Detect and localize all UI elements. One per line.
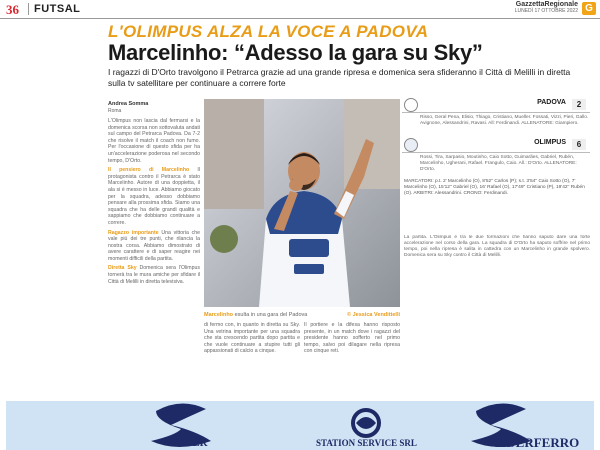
article-column-1 [108, 118, 200, 396]
subheading: Diretta Sky [108, 265, 137, 272]
padova-crest-icon [404, 98, 418, 112]
brand-name: GazzettaRegionale [515, 1, 578, 8]
article-headline: Marcelinho: “Adesso la gara su Sky” [108, 40, 483, 65]
home-roster: Risso, Geral Pena, Elisio, Thiago, Cristiano, Mueller. Fossati, Vizzi, Pieri, Gallo. Avignone, Alessandrini, Ravasi. All: Ferdinandi. ALLENATORE: Giampiero. [420, 115, 589, 126]
paragraph: Il portiere e la difesa hanno risposto presente, in un match dove i ragazzi del presidente hanno sofferto nel primo tempo, salvo poi dilagare nella ripresa con cinque reti. [304, 322, 400, 355]
home-team-score: 2 [572, 99, 586, 110]
photo-credit: © Jessica Vendittelli [347, 312, 400, 318]
byline [108, 101, 148, 107]
away-roster: Rossi, Tira, Sarpasio, Moutinho, Caio Sotto, Guimarães, Gabriel, Rubén, Marcelinho, Ugherani, Rafael. Frangulo, Caio. All.: D'Orto. ALLENATORE: D'Orto. [420, 155, 577, 172]
issue-date: LUNEDÌ 17 OTTOBRE 2022 [514, 8, 578, 14]
advertisement-banner[interactable] [6, 401, 594, 450]
match-report: La partita. L'Olimpus è tra le due formazioni che hanno saputo dare una forte accelerazione nel corso della gara. La squadra di D'Orto ha saputo soffrire nel primo tempo, poi nella ripresa è salita in cattedra con un Marcelinho in grande spolvero. Domenica sera su Sky contro il Città di Melilli. [404, 235, 590, 258]
subheading: Ragazzo importante [108, 229, 159, 236]
byline-sub: Roma [108, 108, 122, 114]
article-kicker: L'OLIMPUS ALZA LA VOCE A PADOVA [108, 22, 429, 41]
ad-mid-text: STATION SERVICE SRL [316, 438, 417, 448]
brand-logo-icon: G [582, 2, 596, 15]
divider [402, 112, 590, 113]
caption-name: Marcelinho [204, 312, 234, 318]
olimpus-crest-icon [404, 138, 418, 152]
ad-right-text: SIDERFERRO [494, 435, 580, 450]
paragraph: Una vittoria che vale più dei tre punti, che rilancia la nostra corsa. Abbiamo dimostrato di avere carattere e di saper reagire nei momenti difficili della partita. [108, 229, 200, 262]
section-label: FUTSAL [34, 3, 81, 15]
article-column-3 [204, 322, 300, 398]
away-team-row [402, 139, 590, 150]
ad-left-text: SIDER [174, 437, 208, 449]
paragraph: Domenica sera l'Olimpus tornerà tra le mura amiche per sfidare il Città di Melilli in diretta televisiva. [108, 265, 200, 285]
player-illustration [204, 99, 400, 307]
article-standfirst: I ragazzi di D'Orto travolgono il Petrarca grazie ad una grande ripresa e domenica sera sfideranno il Città di Melilli in diretta sulla tv satellitare per continuare a correre forte [108, 67, 571, 88]
paragraph: L'Olimpus non lascia dal fermarsi e la domenica scorsa non sottovaluta andati sul campo del Petrarca Padova. Da 7-2 che risolve il match il coach non fumo. Per l'occasione di questo sfida per ha un'accelerazione poderosa nel secondo tempo, D'Orto. [108, 118, 200, 164]
subheading: Il pensiero di Marcelinho [108, 167, 190, 174]
page-header [0, 0, 600, 19]
author-name: Andrea Somma [108, 101, 149, 107]
article-column-4 [304, 322, 400, 398]
divider [402, 152, 590, 153]
page-number: 36 [6, 2, 19, 17]
player-photo [204, 99, 400, 307]
away-team-name: OLIMPUS [534, 139, 566, 146]
photo-caption [204, 312, 400, 318]
paragraph: Il protagonista contro il Petrarca è stato Marcelinho. Autore di una doppietta, il ala si è messo in luce. Abbiamo giocato per la squadra, adesso dobbiamo pensare alla prossima sfida. Siamo una squadra che ha delle grandi qualità e sappiamo che dobbiamo continuare a correre. [108, 167, 200, 226]
away-team-score: 6 [572, 139, 586, 150]
header-divider [28, 3, 29, 15]
match-details: MARCATORI: p.t. 2' Marcelinho (O), 8'52'' Carlos (P); s.t. 3'54'' Caio Sotto (O), 7' Marcelinho (O), 15'12'' Gabriel (O), 16' Rafael (O), 17'49'' Cristiano (P), 19'42'' Rubén (O). ARBITRI: Alessandrini. CRONO: Ferdinandi. [404, 179, 585, 196]
home-team-row [402, 99, 590, 110]
caption-text: esulta in una gara del Padova [234, 312, 308, 318]
paragraph: di fermo con, in quanto in diretta su Sky. Una vetrina importante per una squadra che sta crescendo partita dopo partita e che vuole continuare a stupire tutti gli appassionati di calcio a cinque. [204, 322, 300, 355]
home-team-name: PADOVA [537, 99, 566, 106]
brand-block [515, 1, 578, 14]
